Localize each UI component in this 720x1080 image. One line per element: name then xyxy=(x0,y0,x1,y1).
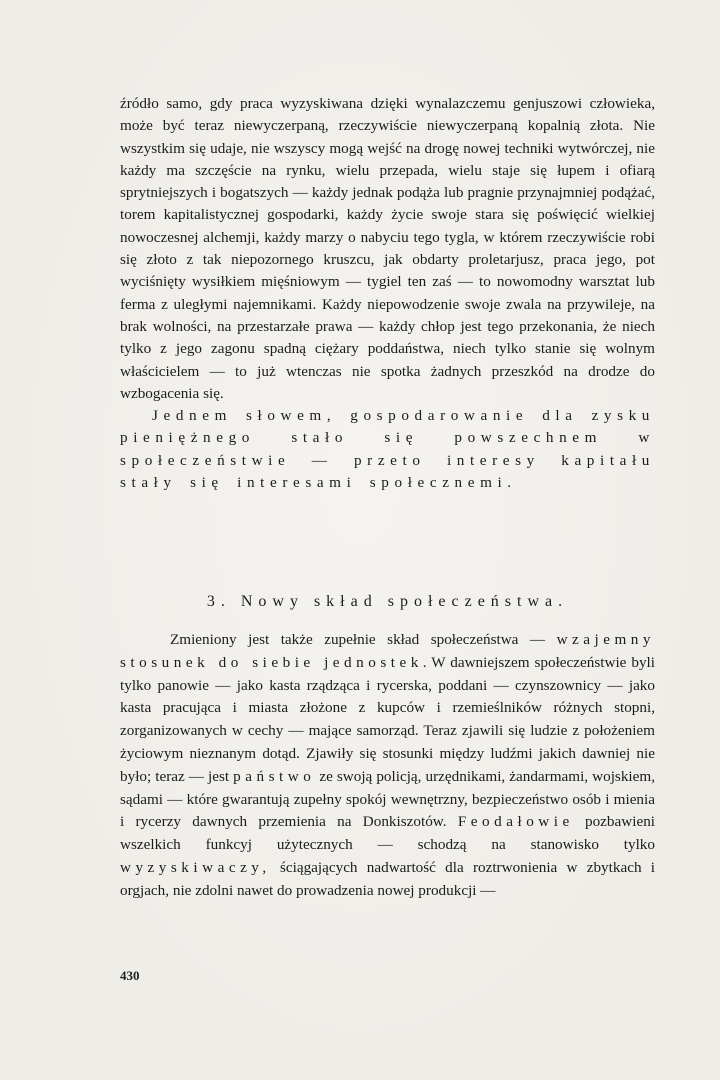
para3-text-1: Zmieniony jest także zupełnie skład społeczeństwa — xyxy=(170,631,557,648)
para3-text-2: . W dawniejszem społeczeństwie byli tylko panowie — jako kasta rządząca i rycerska, poddani — czynszownicy — jako kasta pracująca i miasta złożone z kupców i rzemieślników różnych stopni, zorganizowanych w cechy — mające samorząd. Teraz zjawili się ludzie z położeniem życiowym nieznanym dotąd. Zjawiły się stosunki między ludźmi jakich dawniej nie było; teraz — jest xyxy=(120,653,655,785)
para3-spaced-3: Feodałowie xyxy=(457,813,574,831)
para3-spaced-1: wzajemny stosunek do siebie jednostek xyxy=(120,631,655,671)
upper-text-block xyxy=(120,93,655,494)
paragraph-3 xyxy=(120,629,655,903)
para3-spaced-2: państwo xyxy=(233,767,316,785)
para3-text-4: pozbawieni wszelkich funkcyj użytecznych — schodzą na stanowisko tylko xyxy=(120,813,656,854)
para3-spaced-4: wyzyskiwaczy, xyxy=(120,858,271,876)
section-heading: 3. Nowy skład społeczeństwa. xyxy=(206,593,569,610)
page-number: 430 xyxy=(120,968,140,983)
paragraph-1: źródło samo, gdy praca wyzyskiwana dzięki wynalazczemu genjuszowi człowieka, może być teraz niewyczerpaną, rzeczywiście niewyczerpaną kopalnią złota. Nie wszystkim się udaje, nie wszyscy mogą wejść na drogę nowej techniki wytwórczej, nie każdy ma szczęście na rynku, wielu przepada, wielu staje się łupem i ofiarą sprytniejszych i bogatszych — każdy jednak podąża lub pragnie przynajmniej podążać, torem kapitalistycznej gospodarki, każdy życie swoje stara się poświęcić wielkiej nowoczesnej alchemji, każdy marzy o nabyciu tego tygla, w którem rzeczywiście robi się złoto z tak niepozornego kruszcu, jak obdarty proletarjusz, praca jego, pot wyciśnięty wysiłkiem mięśniowym — tygiel ten zaś — to nowomodny warsztat lub ferma z uległymi najemnikami. Każdy niepowodzenie swoje zwala na przywileje, na brak wolności, na przestarzałe prawa — każdy chłop jest tego przekonania, że niech tylko z jego zagonu spadną ciężary poddaństwa, niech tylko stanie się wolnym właścicielem — to już wtenczas nie spotka żadnych przeszkód na drodze do wzbogacenia się. xyxy=(120,95,655,402)
para3-text-3: ze swoją policją, urzędnikami, żandarmami, wojskiem, sądami — które gwarantują zupełny spokój wewnętrzny, bezpieczeństwo osób i mienia i rycerzy dawnych przemienia na Donkiszotów. xyxy=(120,767,656,831)
para3-text-5: ściągających nadwartość dla roztrwonienia w zbytkach i orgjach, nie zdolni nawet do prowadzenia nowej produkcji — xyxy=(120,858,655,899)
paragraph-2-emphasized: Jednem słowem, gospodarowanie dla zysku pieniężnego stało się powszechnem w społeczeństwie — przeto interesy kapitału stały się interesami społecznemi. xyxy=(120,407,655,492)
